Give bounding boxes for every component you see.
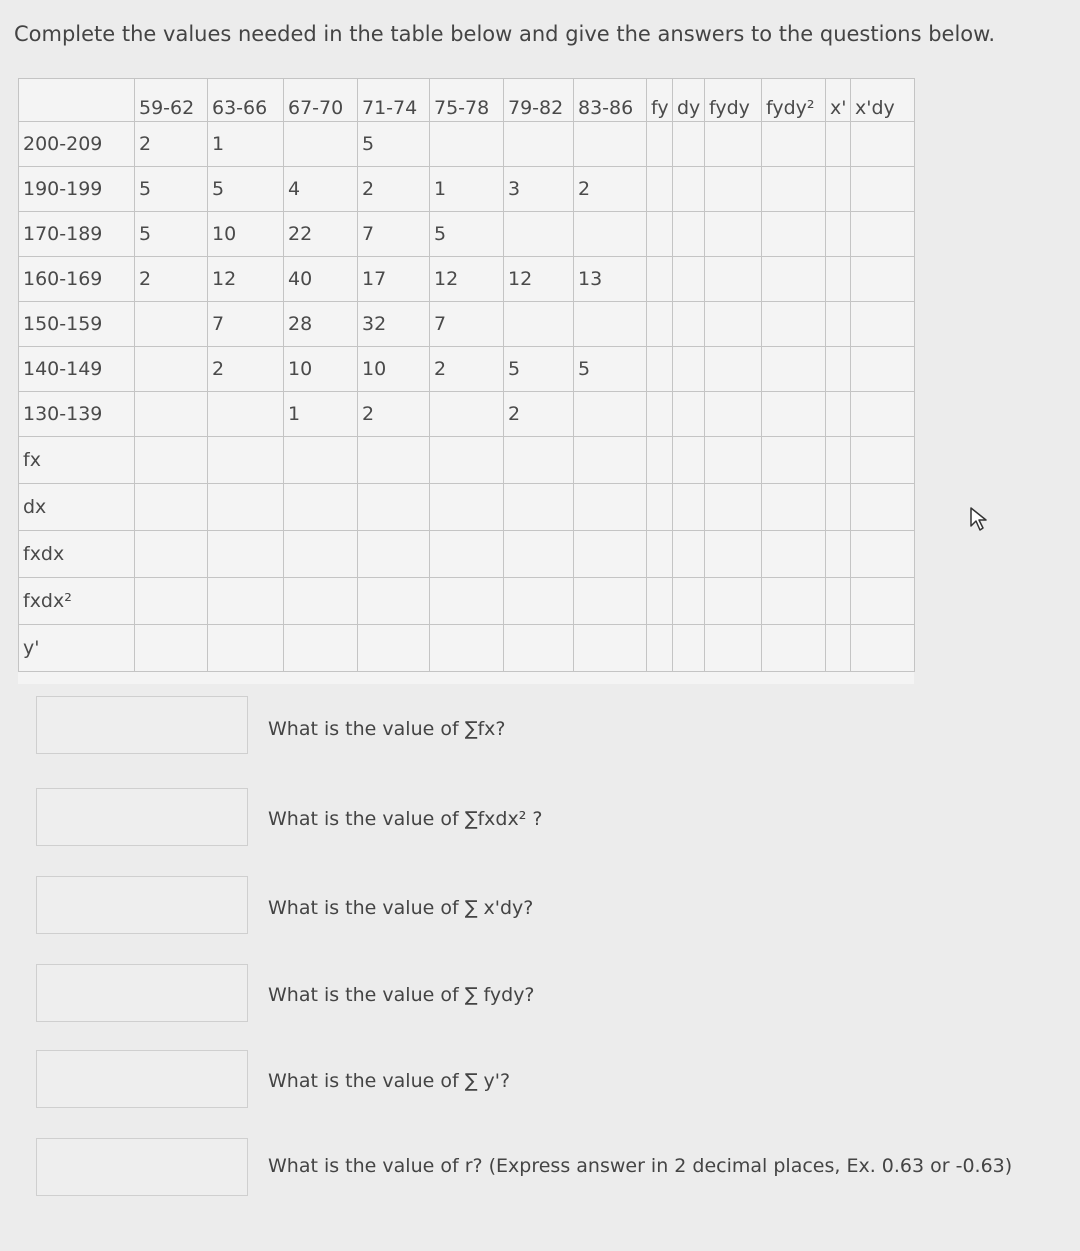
table-row — [19, 212, 915, 257]
answer-input[interactable] — [36, 964, 248, 1022]
answer-input[interactable] — [36, 1050, 248, 1108]
table-cell[interactable] — [208, 437, 284, 484]
row-label: y' — [19, 625, 135, 672]
answer-input[interactable] — [36, 696, 248, 754]
table-cell[interactable] — [673, 347, 705, 392]
table-cell[interactable] — [673, 392, 705, 437]
row-label: 160-169 — [19, 257, 135, 302]
column-header: 79-82 — [504, 79, 574, 122]
column-header: 59-62 — [135, 79, 208, 122]
table-cell[interactable] — [504, 531, 574, 578]
table-cell[interactable] — [647, 212, 673, 257]
row-label: fx — [19, 437, 135, 484]
table-cell[interactable] — [762, 167, 826, 212]
table-cell[interactable]: 5 — [504, 347, 574, 392]
table-cell[interactable] — [826, 437, 851, 484]
correlation-table-container — [18, 78, 914, 684]
answer-input[interactable] — [36, 876, 248, 934]
mouse-cursor-icon — [968, 506, 990, 532]
table-cell[interactable] — [574, 437, 647, 484]
table-cell[interactable]: 5 — [430, 212, 504, 257]
row-label: dx — [19, 484, 135, 531]
table-row — [19, 484, 915, 531]
table-cell[interactable] — [673, 531, 705, 578]
table-cell[interactable] — [826, 484, 851, 531]
table-cell[interactable]: 7 — [358, 212, 430, 257]
table-cell[interactable]: 1 — [430, 167, 504, 212]
column-header: x' — [826, 79, 851, 122]
table-cell[interactable] — [208, 392, 284, 437]
table-cell[interactable] — [826, 212, 851, 257]
table-cell[interactable] — [826, 347, 851, 392]
table-cell[interactable] — [762, 484, 826, 531]
table-row — [19, 167, 915, 212]
column-header: x'dy — [851, 79, 915, 122]
table-cell[interactable] — [705, 347, 762, 392]
table-cell[interactable] — [284, 578, 358, 625]
table-cell[interactable] — [135, 437, 208, 484]
table-cell[interactable]: 40 — [284, 257, 358, 302]
table-cell[interactable] — [574, 578, 647, 625]
table-cell[interactable]: 5 — [208, 167, 284, 212]
table-cell[interactable] — [762, 302, 826, 347]
row-label: fxdx — [19, 531, 135, 578]
table-row — [19, 625, 915, 672]
table-cell[interactable] — [504, 578, 574, 625]
table-cell[interactable]: 3 — [504, 167, 574, 212]
table-cell[interactable] — [826, 531, 851, 578]
column-header: 63-66 — [208, 79, 284, 122]
table-cell[interactable] — [762, 578, 826, 625]
table-cell[interactable] — [135, 302, 208, 347]
table-cell[interactable] — [358, 437, 430, 484]
table-cell[interactable] — [673, 484, 705, 531]
table-cell[interactable] — [762, 212, 826, 257]
table-cell[interactable] — [135, 625, 208, 672]
table-cell[interactable]: 2 — [430, 347, 504, 392]
table-cell[interactable] — [430, 122, 504, 167]
row-label: 140-149 — [19, 347, 135, 392]
answer-input[interactable] — [36, 788, 248, 846]
table-cell[interactable] — [647, 302, 673, 347]
table-cell[interactable] — [647, 437, 673, 484]
table-cell[interactable] — [826, 122, 851, 167]
table-cell[interactable] — [705, 257, 762, 302]
question-text: What is the value of r? (Express answer in 2 decimal places, Ex. 0.63 or -0.63) — [268, 1155, 1013, 1177]
table-cell[interactable] — [284, 531, 358, 578]
table-cell[interactable] — [705, 437, 762, 484]
table-cell[interactable]: 32 — [358, 302, 430, 347]
table-cell[interactable] — [430, 578, 504, 625]
table-cell[interactable]: 2 — [135, 257, 208, 302]
answer-input[interactable] — [36, 1138, 248, 1196]
table-cell[interactable] — [705, 392, 762, 437]
table-cell[interactable]: 2 — [135, 122, 208, 167]
column-header: fydy — [705, 79, 762, 122]
table-cell[interactable] — [851, 257, 915, 302]
table-cell[interactable]: 2 — [358, 392, 430, 437]
table-cell[interactable] — [647, 578, 673, 625]
table-cell[interactable] — [208, 531, 284, 578]
table-cell[interactable] — [574, 212, 647, 257]
table-cell[interactable] — [358, 484, 430, 531]
table-cell[interactable]: 10 — [284, 347, 358, 392]
table-cell[interactable] — [705, 484, 762, 531]
table-cell[interactable]: 17 — [358, 257, 430, 302]
table-cell[interactable] — [647, 257, 673, 302]
table-cell[interactable] — [208, 625, 284, 672]
table-cell[interactable] — [574, 122, 647, 167]
row-label: 150-159 — [19, 302, 135, 347]
table-cell[interactable]: 12 — [430, 257, 504, 302]
row-label: 200-209 — [19, 122, 135, 167]
table-cell[interactable] — [762, 257, 826, 302]
table-cell[interactable]: 2 — [208, 347, 284, 392]
table-cell[interactable] — [135, 347, 208, 392]
table-cell[interactable] — [647, 625, 673, 672]
question-text: What is the value of ∑fx? — [268, 718, 506, 740]
table-cell[interactable]: 5 — [358, 122, 430, 167]
table-cell[interactable] — [504, 122, 574, 167]
table-cell[interactable]: 10 — [208, 212, 284, 257]
table-cell[interactable] — [135, 578, 208, 625]
table-cell[interactable] — [673, 437, 705, 484]
table-cell[interactable] — [851, 167, 915, 212]
correlation-table — [18, 78, 915, 672]
table-cell[interactable] — [504, 625, 574, 672]
table-cell[interactable] — [851, 302, 915, 347]
table-cell[interactable] — [705, 531, 762, 578]
table-cell[interactable] — [673, 257, 705, 302]
table-row — [19, 578, 915, 625]
table-cell[interactable] — [705, 578, 762, 625]
table-cell[interactable] — [826, 302, 851, 347]
table-cell[interactable] — [647, 392, 673, 437]
table-cell[interactable] — [647, 484, 673, 531]
table-row — [19, 531, 915, 578]
table-row — [19, 437, 915, 484]
table-cell[interactable] — [504, 212, 574, 257]
table-cell[interactable] — [208, 484, 284, 531]
table-cell[interactable]: 2 — [504, 392, 574, 437]
table-cell[interactable] — [358, 625, 430, 672]
column-header: 67-70 — [284, 79, 358, 122]
table-cell[interactable] — [647, 167, 673, 212]
row-label: 190-199 — [19, 167, 135, 212]
question-text: What is the value of ∑ fydy? — [268, 984, 535, 1006]
table-cell[interactable] — [762, 531, 826, 578]
table-cell[interactable] — [647, 347, 673, 392]
table-cell[interactable] — [705, 302, 762, 347]
table-cell[interactable] — [647, 531, 673, 578]
table-cell[interactable] — [284, 625, 358, 672]
table-cell[interactable] — [574, 531, 647, 578]
table-cell[interactable] — [430, 392, 504, 437]
table-cell[interactable] — [673, 625, 705, 672]
table-cell[interactable] — [762, 122, 826, 167]
table-cell[interactable] — [358, 531, 430, 578]
table-cell[interactable] — [430, 531, 504, 578]
table-cell[interactable] — [430, 437, 504, 484]
table-cell[interactable] — [504, 437, 574, 484]
table-cell[interactable] — [430, 484, 504, 531]
table-cell[interactable]: 2 — [358, 167, 430, 212]
table-cell[interactable]: 28 — [284, 302, 358, 347]
table-cell[interactable] — [284, 122, 358, 167]
table-cell[interactable] — [135, 484, 208, 531]
question-text: What is the value of ∑fxdx² ? — [268, 808, 543, 830]
table-cell[interactable] — [284, 437, 358, 484]
table-cell[interactable] — [826, 392, 851, 437]
table-cell[interactable]: 5 — [135, 212, 208, 257]
question-text: What is the value of ∑ y'? — [268, 1070, 511, 1092]
table-cell[interactable] — [284, 484, 358, 531]
table-cell[interactable] — [826, 625, 851, 672]
table-cell[interactable] — [851, 437, 915, 484]
header-row — [19, 79, 915, 122]
table-cell[interactable] — [647, 122, 673, 167]
table-cell[interactable]: 1 — [284, 392, 358, 437]
table-cell[interactable] — [705, 167, 762, 212]
table-row — [19, 257, 915, 302]
table-cell[interactable]: 7 — [430, 302, 504, 347]
table-cell[interactable] — [826, 578, 851, 625]
column-header: dy — [673, 79, 705, 122]
table-cell[interactable] — [430, 625, 504, 672]
table-cell[interactable] — [851, 578, 915, 625]
table-cell[interactable] — [574, 625, 647, 672]
table-cell[interactable] — [673, 302, 705, 347]
column-header: 83-86 — [574, 79, 647, 122]
table-cell[interactable]: 4 — [284, 167, 358, 212]
table-row — [19, 392, 915, 437]
header-corner-cell — [19, 79, 135, 122]
table-cell[interactable] — [358, 578, 430, 625]
table-cell[interactable] — [574, 484, 647, 531]
table-cell[interactable] — [673, 578, 705, 625]
table-cell[interactable] — [851, 392, 915, 437]
row-label: 170-189 — [19, 212, 135, 257]
table-row — [19, 122, 915, 167]
table-cell[interactable] — [762, 625, 826, 672]
table-cell[interactable] — [851, 347, 915, 392]
table-cell[interactable]: 5 — [574, 347, 647, 392]
table-cell[interactable] — [762, 392, 826, 437]
column-header: 75-78 — [430, 79, 504, 122]
table-cell[interactable]: 7 — [208, 302, 284, 347]
column-header: 71-74 — [358, 79, 430, 122]
table-cell[interactable]: 12 — [208, 257, 284, 302]
table-cell[interactable]: 5 — [135, 167, 208, 212]
table-cell[interactable] — [851, 484, 915, 531]
question-text: What is the value of ∑ x'dy? — [268, 897, 534, 919]
table-cell[interactable]: 10 — [358, 347, 430, 392]
table-cell[interactable] — [673, 167, 705, 212]
table-cell[interactable] — [851, 625, 915, 672]
table-cell[interactable]: 2 — [574, 167, 647, 212]
instructions-text: Complete the values needed in the table below and give the answers to the questions below. — [14, 22, 996, 46]
table-cell[interactable] — [574, 302, 647, 347]
table-row — [19, 347, 915, 392]
table-cell[interactable] — [762, 437, 826, 484]
table-cell[interactable] — [851, 212, 915, 257]
table-cell[interactable] — [705, 625, 762, 672]
table-cell[interactable] — [673, 212, 705, 257]
row-label: 130-139 — [19, 392, 135, 437]
table-cell[interactable] — [208, 578, 284, 625]
table-cell[interactable] — [504, 484, 574, 531]
table-cell[interactable]: 12 — [504, 257, 574, 302]
table-cell[interactable] — [826, 167, 851, 212]
table-cell[interactable] — [135, 531, 208, 578]
table-cell[interactable] — [504, 302, 574, 347]
table-cell[interactable] — [705, 122, 762, 167]
table-cell[interactable] — [574, 392, 647, 437]
table-cell[interactable]: 1 — [208, 122, 284, 167]
row-label: fxdx² — [19, 578, 135, 625]
table-row — [19, 302, 915, 347]
table-cell[interactable] — [135, 392, 208, 437]
column-header: fy — [647, 79, 673, 122]
table-cell[interactable]: 22 — [284, 212, 358, 257]
table-cell[interactable] — [851, 122, 915, 167]
table-cell[interactable] — [673, 122, 705, 167]
column-header: fydy² — [762, 79, 826, 122]
table-cell[interactable]: 13 — [574, 257, 647, 302]
table-cell[interactable] — [826, 257, 851, 302]
table-cell[interactable] — [851, 531, 915, 578]
table-cell[interactable] — [762, 347, 826, 392]
table-cell[interactable] — [705, 212, 762, 257]
